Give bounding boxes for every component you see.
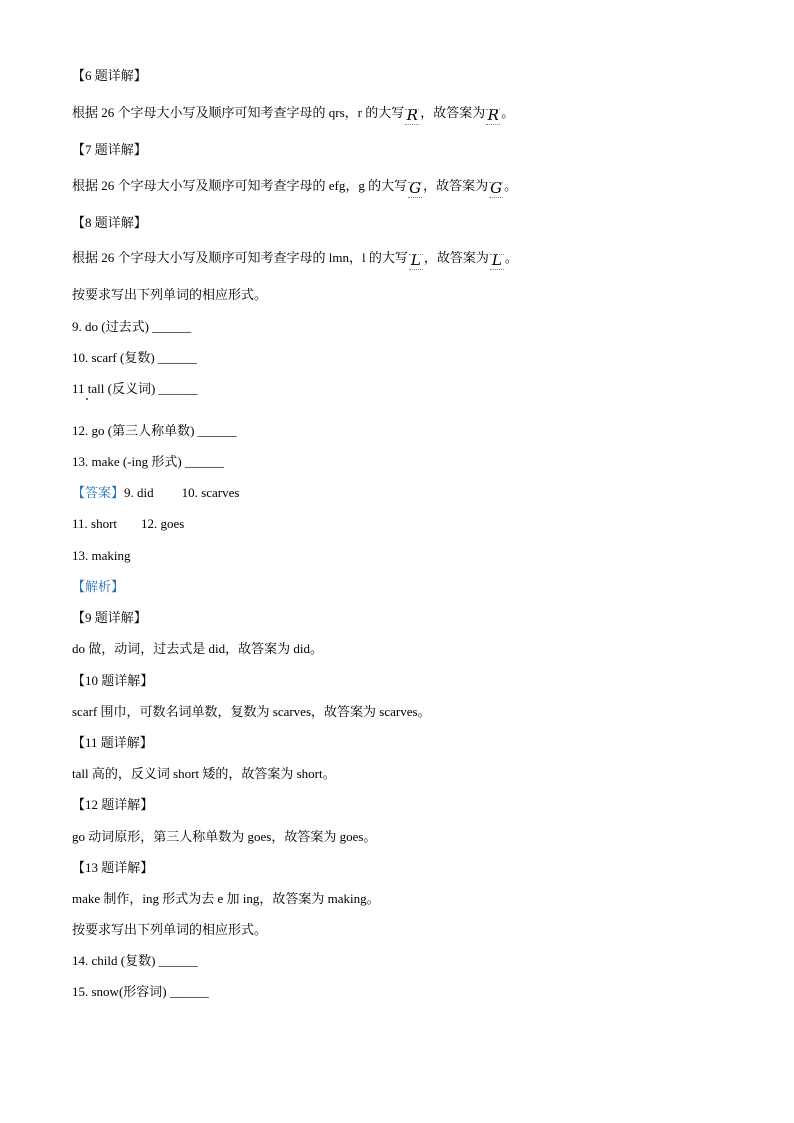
- answer-13: 13. making: [72, 548, 131, 563]
- section-7-title: 【7 题详解】: [72, 142, 147, 157]
- question-14: 14. child (复数) ______: [72, 953, 198, 968]
- detail-11-text: tall 高的，反义词 short 矮的，故答案为 short。: [72, 766, 336, 781]
- detail-12-title: 【12 题详解】: [72, 797, 154, 812]
- detail-9-text: do 做，动词，过去式是 did，故答案为 did。: [72, 641, 323, 656]
- section-8-title: 【8 题详解】: [72, 215, 147, 230]
- stray-dot: [86, 398, 88, 400]
- handwritten-letter-g-answer-icon: G: [490, 179, 503, 197]
- section-7-mid: ，故答案为: [423, 178, 489, 193]
- handwritten-letter-l-answer-icon: L: [490, 253, 504, 269]
- question-10: 10. scarf (复数) ______: [72, 350, 197, 365]
- detail-13-title: 【13 题详解】: [72, 860, 154, 875]
- handwritten-letter-g-icon: G: [409, 179, 422, 197]
- handwritten-letter-l-icon: L: [409, 253, 423, 269]
- answer-12: 12. goes: [141, 516, 185, 531]
- answer-label: 【答案】: [72, 485, 125, 500]
- question-15: 15. snow(形容词) ______: [72, 984, 209, 999]
- detail-10-text: scarf 围巾，可数名词单数，复数为 scarves，故答案为 scarves。: [72, 704, 431, 719]
- answer-row-2: [72, 516, 184, 532]
- question-11: 11 tall (反义词) ______: [72, 381, 198, 396]
- answer-10: 10. scarves: [181, 485, 240, 500]
- question-13: 13. make (-ing 形式) ______: [72, 454, 225, 469]
- section-6-mid: ，故答案为: [420, 105, 486, 120]
- answer-9: 9. did: [124, 485, 154, 500]
- section-8-mid: ，故答案为: [423, 250, 489, 265]
- section-6-end: 。: [501, 105, 515, 120]
- detail-9-title: 【9 题详解】: [72, 610, 147, 625]
- section-6-title: 【6 题详解】: [72, 68, 147, 83]
- detail-12-text: go 动词原形，第三人称单数为 goes，故答案为 goes。: [72, 829, 377, 844]
- answer-row-1: [72, 485, 239, 501]
- answer-11: 11. short: [72, 516, 118, 531]
- detail-13-text: make 制作，ing 形式为去 e 加 ing，故答案为 making。: [72, 891, 380, 906]
- handwritten-letter-r-icon: R: [406, 106, 418, 124]
- instruction-2: 按要求写出下列单词的相应形式。: [72, 922, 268, 937]
- question-12: 12. go (第三人称单数) ______: [72, 423, 237, 438]
- question-9: 9. do (过去式) ______: [72, 319, 192, 334]
- section-7-text: [72, 178, 517, 197]
- section-8-pre: 根据 26 个字母大小写及顺序可知考查字母的 lmn，l 的大写: [72, 250, 408, 265]
- analysis-label: 【解析】: [72, 579, 125, 594]
- instruction-1: 按要求写出下列单词的相应形式。: [72, 287, 268, 302]
- section-8-text: [72, 250, 518, 269]
- section-7-end: 。: [504, 178, 518, 193]
- section-6-text: [72, 105, 514, 124]
- detail-10-title: 【10 题详解】: [72, 673, 154, 688]
- section-6-pre: 根据 26 个字母大小写及顺序可知考查字母的 qrs，r 的大写: [72, 105, 405, 120]
- section-7-pre: 根据 26 个字母大小写及顺序可知考查字母的 efg，g 的大写: [72, 178, 408, 193]
- section-8-end: 。: [504, 250, 518, 265]
- handwritten-letter-r-answer-icon: R: [487, 106, 499, 124]
- detail-11-title: 【11 题详解】: [72, 735, 153, 750]
